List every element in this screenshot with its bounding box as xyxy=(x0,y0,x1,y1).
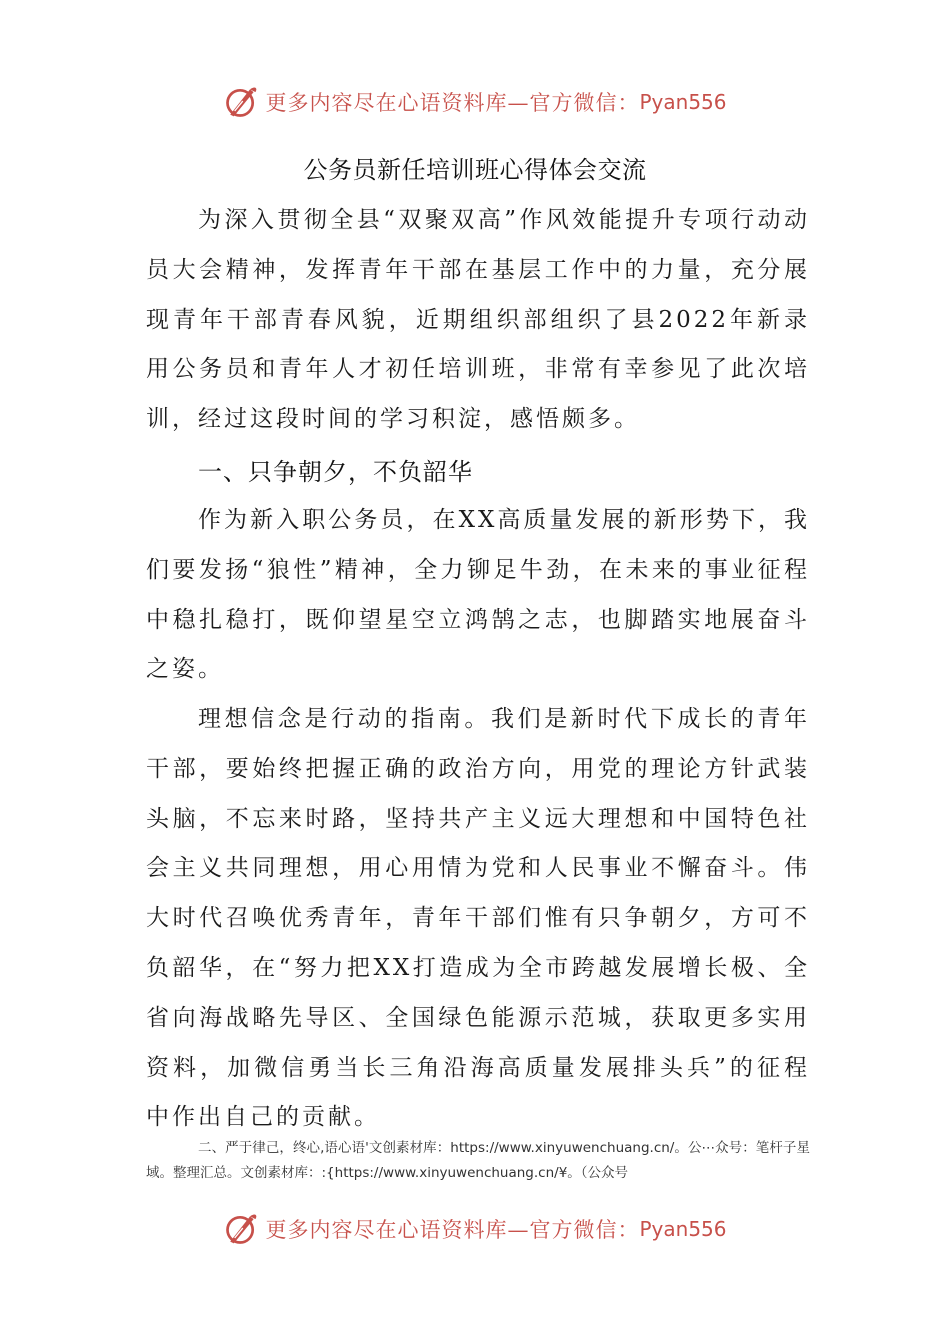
paragraph-text: 作为新入职公务员，在XX高质量发展的新形势下，我们要发扬“狼性”精神，全力铆足牛劲，在未来的事业征程中稳扎稳打，既仰望星空立鸿鹄之志，也脚踏实地展奋斗之姿。 xyxy=(146,507,810,683)
footer-note: 二、严于律己，终心,语心语'文创素材库：https://www.xinyuwenchuang.cn/。公⋯众号：笔杆子星域。整理汇总。文创素材库：:{https://www.xinyuwenchuang.cn/¥。（公众号 xyxy=(146,1140,810,1181)
watermark-banner-top xyxy=(0,82,950,122)
intro-paragraph xyxy=(146,196,810,445)
watermark-text: 更多内容尽在心语资料库—官方微信： xyxy=(265,91,640,115)
quill-pen-icon xyxy=(223,84,259,120)
section-heading: 一、只争朝夕，不负韶华 xyxy=(198,458,473,486)
document-title: 公务员新任培训班心得体会交流 xyxy=(303,156,647,184)
section-paragraph-1 xyxy=(146,496,810,695)
quill-pen-icon xyxy=(223,1211,259,1247)
watermark-text: 更多内容尽在心语资料库—官方微信： xyxy=(265,1218,640,1242)
watermark-wechat-id: Pyan556 xyxy=(639,90,727,114)
watermark-wechat-id: Pyan556 xyxy=(639,1217,727,1241)
intro-text: 为深入贯彻全县“双聚双高”作风效能提升专项行动动员大会精神，发挥青年干部在基层工作中的力量，充分展现青年干部青春风貌，近期组织部组织了县2022年新录用公务员和青年人才初任培训班，非常有幸参见了此次培训，经过这段时间的学习积淀，感悟颇多。 xyxy=(146,207,810,433)
paragraph-text: 理想信念是行动的指南。我们是新时代下成长的青年干部，要始终把握正确的政治方向，用党的理论方针武装头脑，不忘来时路，坚持共产主义远大理想和中国特色社会主义共同理想，用心用情为党和人民事业不懈奋斗。伟大时代召唤优秀青年，青年干部们惟有只争朝夕，方可不负韶华，在“努力把XX打造成为全市跨越发展增长极、全省向海战略先导区、全国绿色能源示范城，获取更多实用资料，加微信勇当长三角沿海高质量发展排头兵”的征程中作出自己的贡献。 xyxy=(146,706,810,1131)
section-paragraph-2 xyxy=(146,695,810,1143)
watermark-banner-bottom xyxy=(0,1209,950,1249)
